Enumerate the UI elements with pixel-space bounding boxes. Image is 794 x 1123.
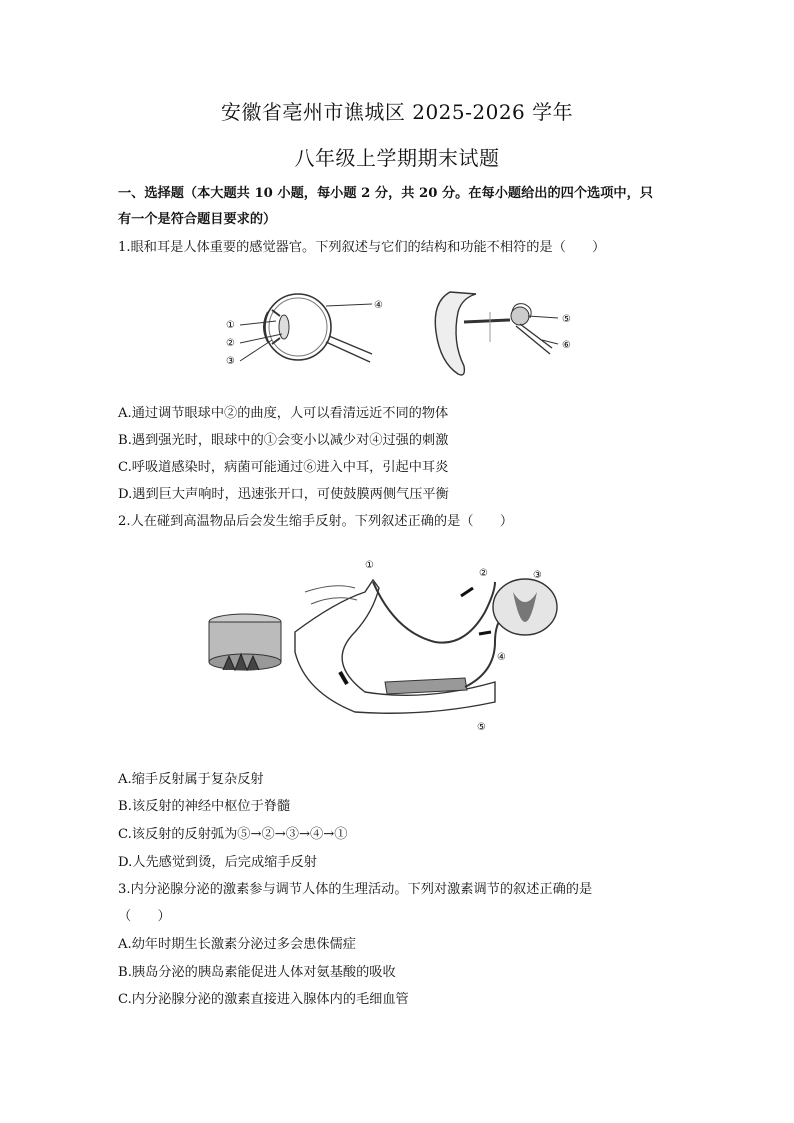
question-1-option-a: A.通过调节眼球中②的曲度，人可以看清远近不同的物体 <box>118 406 449 421</box>
reflex-label-2: ② <box>479 568 488 579</box>
section-heading: 一、选择题（本大题共 10 小题，每小题 2 分，共 20 分。在每小题给出的四个选项中，只 <box>118 186 653 201</box>
reflex-arc-diagram <box>195 552 595 742</box>
question-2-option-d: D.人先感觉到烫，后完成缩手反射 <box>118 855 317 870</box>
exam-title-line2: 八年级上学期期末试题 <box>294 146 500 170</box>
question-3-option-b: B.胰岛分泌的胰岛素能促进人体对氨基酸的吸收 <box>118 965 396 980</box>
section-heading-cont: 有一个是符合题目要求的） <box>118 212 277 227</box>
reflex-label-3: ③ <box>533 570 542 581</box>
question-1-stem: 1.眼和耳是人体重要的感觉器官。下列叙述与它们的结构和功能不相符的是（ ） <box>118 240 606 255</box>
eye-label-1: ① <box>226 320 235 331</box>
exam-title-line1: 安徽省亳州市谯城区 2025-2026 学年 <box>220 100 574 124</box>
question-3-option-a: A.幼年时期生长激素分泌过多会患侏儒症 <box>118 937 356 952</box>
ear-diagram <box>430 282 590 382</box>
ear-label-5: ⑤ <box>562 314 571 325</box>
question-3-option-c: C.内分泌腺分泌的激素直接进入腺体内的毛细血管 <box>118 992 409 1007</box>
question-2-option-c: C.该反射的反射弧为⑤→②→③→④→① <box>118 827 348 842</box>
reflex-label-1: ① <box>365 560 374 571</box>
question-1-option-d: D.遇到巨大声响时，迅速张开口，可使鼓膜两侧气压平衡 <box>118 487 449 502</box>
ear-label-6: ⑥ <box>562 340 571 351</box>
question-1-option-b: B.遇到强光时，眼球中的①会变小以减少对④过强的刺激 <box>118 433 449 448</box>
question-1-option-c: C.呼吸道感染时，病菌可能通过⑥进入中耳，引起中耳炎 <box>118 460 449 475</box>
eye-diagram <box>220 282 400 377</box>
question-2-option-b: B.该反射的神经中枢位于脊髓 <box>118 799 291 814</box>
reflex-label-5: ⑤ <box>477 722 486 733</box>
eye-label-4: ④ <box>374 300 383 311</box>
question-3-stem: 3.内分泌腺分泌的激素参与调节人体的生理活动。下列对激素调节的叙述正确的是 <box>118 882 593 897</box>
eye-label-3: ③ <box>226 356 235 367</box>
reflex-label-4: ④ <box>497 652 506 663</box>
question-2-stem: 2.人在碰到高温物品后会发生缩手反射。下列叙述正确的是（ ） <box>118 514 514 529</box>
eye-label-2: ② <box>226 338 235 349</box>
question-2-option-a: A.缩手反射属于复杂反射 <box>118 772 264 787</box>
question-3-stem-paren: （ ） <box>118 909 171 924</box>
